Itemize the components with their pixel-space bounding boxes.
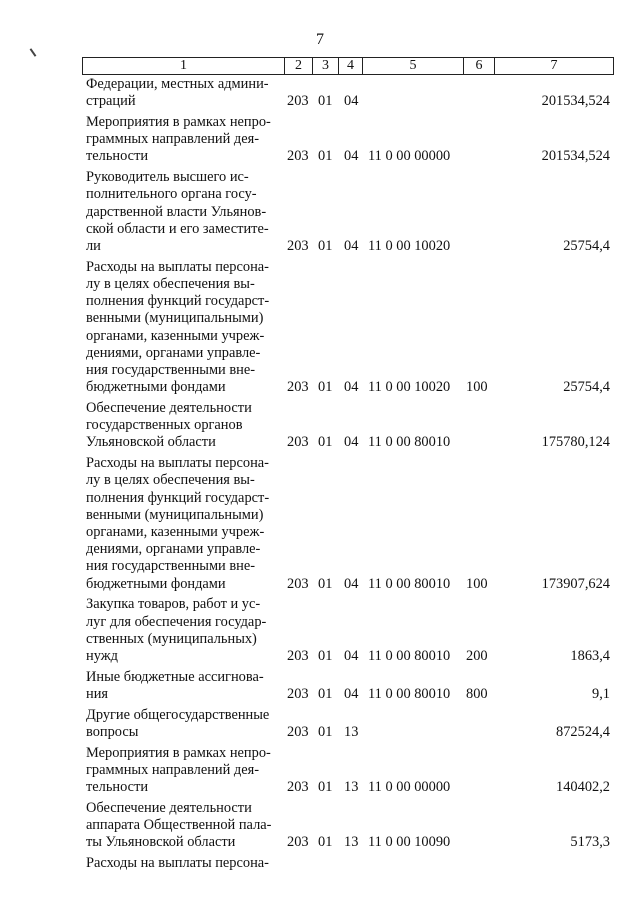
row-description xyxy=(86,259,278,397)
cell-c3: 01 xyxy=(318,648,333,664)
row-description xyxy=(86,707,278,741)
description-line: органами, казенными учреж- xyxy=(86,327,265,344)
row-description xyxy=(86,400,278,452)
cell-c5: 11 0 00 80010 xyxy=(368,686,451,702)
description-line: ния государственными вне- xyxy=(86,558,256,575)
description-line: тельности xyxy=(86,779,149,796)
row-description xyxy=(86,76,278,110)
cell-c4: 04 xyxy=(344,238,359,254)
cell-c3: 01 xyxy=(318,724,333,740)
description-line: ния xyxy=(86,686,109,702)
description-line: ственных (муниципальных) xyxy=(86,630,257,647)
cell-c3: 01 xyxy=(318,686,333,702)
description-line: ской области и его заместите- xyxy=(86,220,269,237)
description-line: Другие общегосударственные xyxy=(86,706,270,723)
cell-c4: 04 xyxy=(344,575,359,592)
description-line: Мероприятия в рамках непро- xyxy=(86,744,271,761)
description-line: бюджетными фондами xyxy=(86,379,226,396)
description-line: ты Ульяновской области xyxy=(86,834,236,851)
cell-c3: 01 xyxy=(318,379,333,396)
cell-c2: 203 xyxy=(287,93,309,110)
cell-c5: 11 0 00 10020 xyxy=(368,238,451,254)
cell-c7: 1863,4 xyxy=(570,648,610,664)
cell-c6: 800 xyxy=(466,686,488,702)
header-col-7: 7 xyxy=(494,57,614,75)
cell-c7: 201534,524 xyxy=(541,148,610,165)
cell-c7: 872524,4 xyxy=(556,724,610,740)
description-line: нужд xyxy=(86,648,118,664)
description-line: Расходы на выплаты персона- xyxy=(86,258,269,275)
cell-c2: 203 xyxy=(287,575,309,592)
cell-c2: 203 xyxy=(287,724,309,740)
cell-c4: 13 xyxy=(344,779,359,796)
cell-c2: 203 xyxy=(287,379,309,396)
description-line: дениями, органами управле- xyxy=(86,344,261,361)
header-col-4: 4 xyxy=(338,57,363,75)
cell-c6: 100 xyxy=(466,379,488,396)
cell-c3: 01 xyxy=(318,434,333,451)
scan-speck xyxy=(30,48,37,57)
cell-c5: 11 0 00 10020 xyxy=(368,379,451,396)
cell-c4: 04 xyxy=(344,434,359,451)
row-description xyxy=(86,800,278,852)
cell-c5: 11 0 00 00000 xyxy=(368,779,451,796)
description-line: ли xyxy=(86,238,101,254)
cell-c2: 203 xyxy=(287,834,309,851)
cell-c5: 11 0 00 80010 xyxy=(368,648,451,664)
description-line: аппарата Общественной пала- xyxy=(86,817,272,834)
cell-c7: 175780,124 xyxy=(541,434,610,451)
description-line: Обеспечение деятельности xyxy=(86,800,252,816)
header-col-3: 3 xyxy=(312,57,339,75)
row-description xyxy=(86,455,278,593)
cell-c4: 04 xyxy=(344,93,359,110)
description-line: бюджетными фондами xyxy=(86,575,226,592)
header-col-2: 2 xyxy=(284,57,313,75)
description-line: полнения функций государст- xyxy=(86,293,270,310)
description-line: полнения функций государст- xyxy=(86,489,270,506)
description-line: Иные бюджетные ассигнова- xyxy=(86,668,264,685)
cell-c6: 100 xyxy=(466,575,488,592)
cell-c2: 203 xyxy=(287,148,309,165)
description-line: государственных органов xyxy=(86,417,243,434)
description-line: дениями, органами управле- xyxy=(86,541,261,558)
description-line: Обеспечение деятельности xyxy=(86,400,252,416)
page-number: 7 xyxy=(316,31,324,48)
cell-c5: 11 0 00 00000 xyxy=(368,148,451,165)
cell-c7: 140402,2 xyxy=(556,779,610,796)
cell-c3: 01 xyxy=(318,148,333,165)
description-line: лу в целях обеспечения вы- xyxy=(86,276,255,292)
description-line: граммных направлений дея- xyxy=(86,762,260,778)
row-description xyxy=(86,596,278,665)
description-line: вопросы xyxy=(86,724,139,740)
cell-c5: 11 0 00 10090 xyxy=(368,834,451,851)
cell-c7: 25754,4 xyxy=(563,379,610,396)
cell-c3: 01 xyxy=(318,575,333,592)
description-line: дарственной власти Ульянов- xyxy=(86,203,267,220)
cell-c3: 01 xyxy=(318,238,333,254)
row-description xyxy=(86,114,278,166)
cell-c7: 201534,524 xyxy=(541,93,610,110)
cell-c3: 01 xyxy=(318,834,333,851)
description-line: Ульяновской области xyxy=(86,434,216,451)
cell-c2: 203 xyxy=(287,686,309,702)
header-col-6: 6 xyxy=(463,57,495,75)
description-line: венными (муниципальными) xyxy=(86,310,264,327)
description-line: Федерации, местных админи- xyxy=(86,76,269,92)
description-line: граммных направлений дея- xyxy=(86,131,260,148)
description-line: страций xyxy=(86,93,136,110)
cell-c2: 203 xyxy=(287,779,309,796)
cell-c6: 200 xyxy=(466,648,488,664)
description-line: ния государственными вне- xyxy=(86,362,256,379)
description-line: луг для обеспечения государ- xyxy=(86,613,267,630)
cell-c4: 04 xyxy=(344,648,359,664)
cell-c2: 203 xyxy=(287,434,309,451)
cell-c2: 203 xyxy=(287,648,309,664)
cell-c4: 13 xyxy=(344,834,359,851)
cell-c7: 9,1 xyxy=(592,686,610,702)
header-col-1: 1 xyxy=(82,57,285,75)
description-line: полнительного органа госу- xyxy=(86,186,257,203)
description-line: Руководитель высшего ис- xyxy=(86,169,249,186)
cell-c7: 25754,4 xyxy=(563,238,610,254)
cell-c4: 04 xyxy=(344,686,359,702)
cell-c4: 04 xyxy=(344,379,359,396)
cell-c5: 11 0 00 80010 xyxy=(368,575,451,592)
cell-c2: 203 xyxy=(287,238,309,254)
cell-c5: 11 0 00 80010 xyxy=(368,434,451,451)
description-line: лу в целях обеспечения вы- xyxy=(86,472,255,489)
cell-c4: 04 xyxy=(344,148,359,165)
header-col-5: 5 xyxy=(362,57,464,75)
description-line: органами, казенными учреж- xyxy=(86,524,265,540)
description-line: Мероприятия в рамках непро- xyxy=(86,114,271,130)
cell-c3: 01 xyxy=(318,779,333,796)
description-line: венными (муниципальными) xyxy=(86,506,264,523)
description-line: Закупка товаров, работ и ус- xyxy=(86,596,261,613)
description-line: Расходы на выплаты персона- xyxy=(86,455,269,472)
row-description xyxy=(86,669,278,703)
cell-c3: 01 xyxy=(318,93,333,110)
description-line: тельности xyxy=(86,148,149,165)
description-line: Расходы на выплаты персона- xyxy=(86,855,269,872)
row-description xyxy=(86,169,278,255)
cell-c4: 13 xyxy=(344,724,359,740)
cell-c7: 173907,624 xyxy=(541,575,610,592)
row-description xyxy=(86,745,278,797)
row-description xyxy=(86,855,278,872)
cell-c7: 5173,3 xyxy=(570,834,610,851)
